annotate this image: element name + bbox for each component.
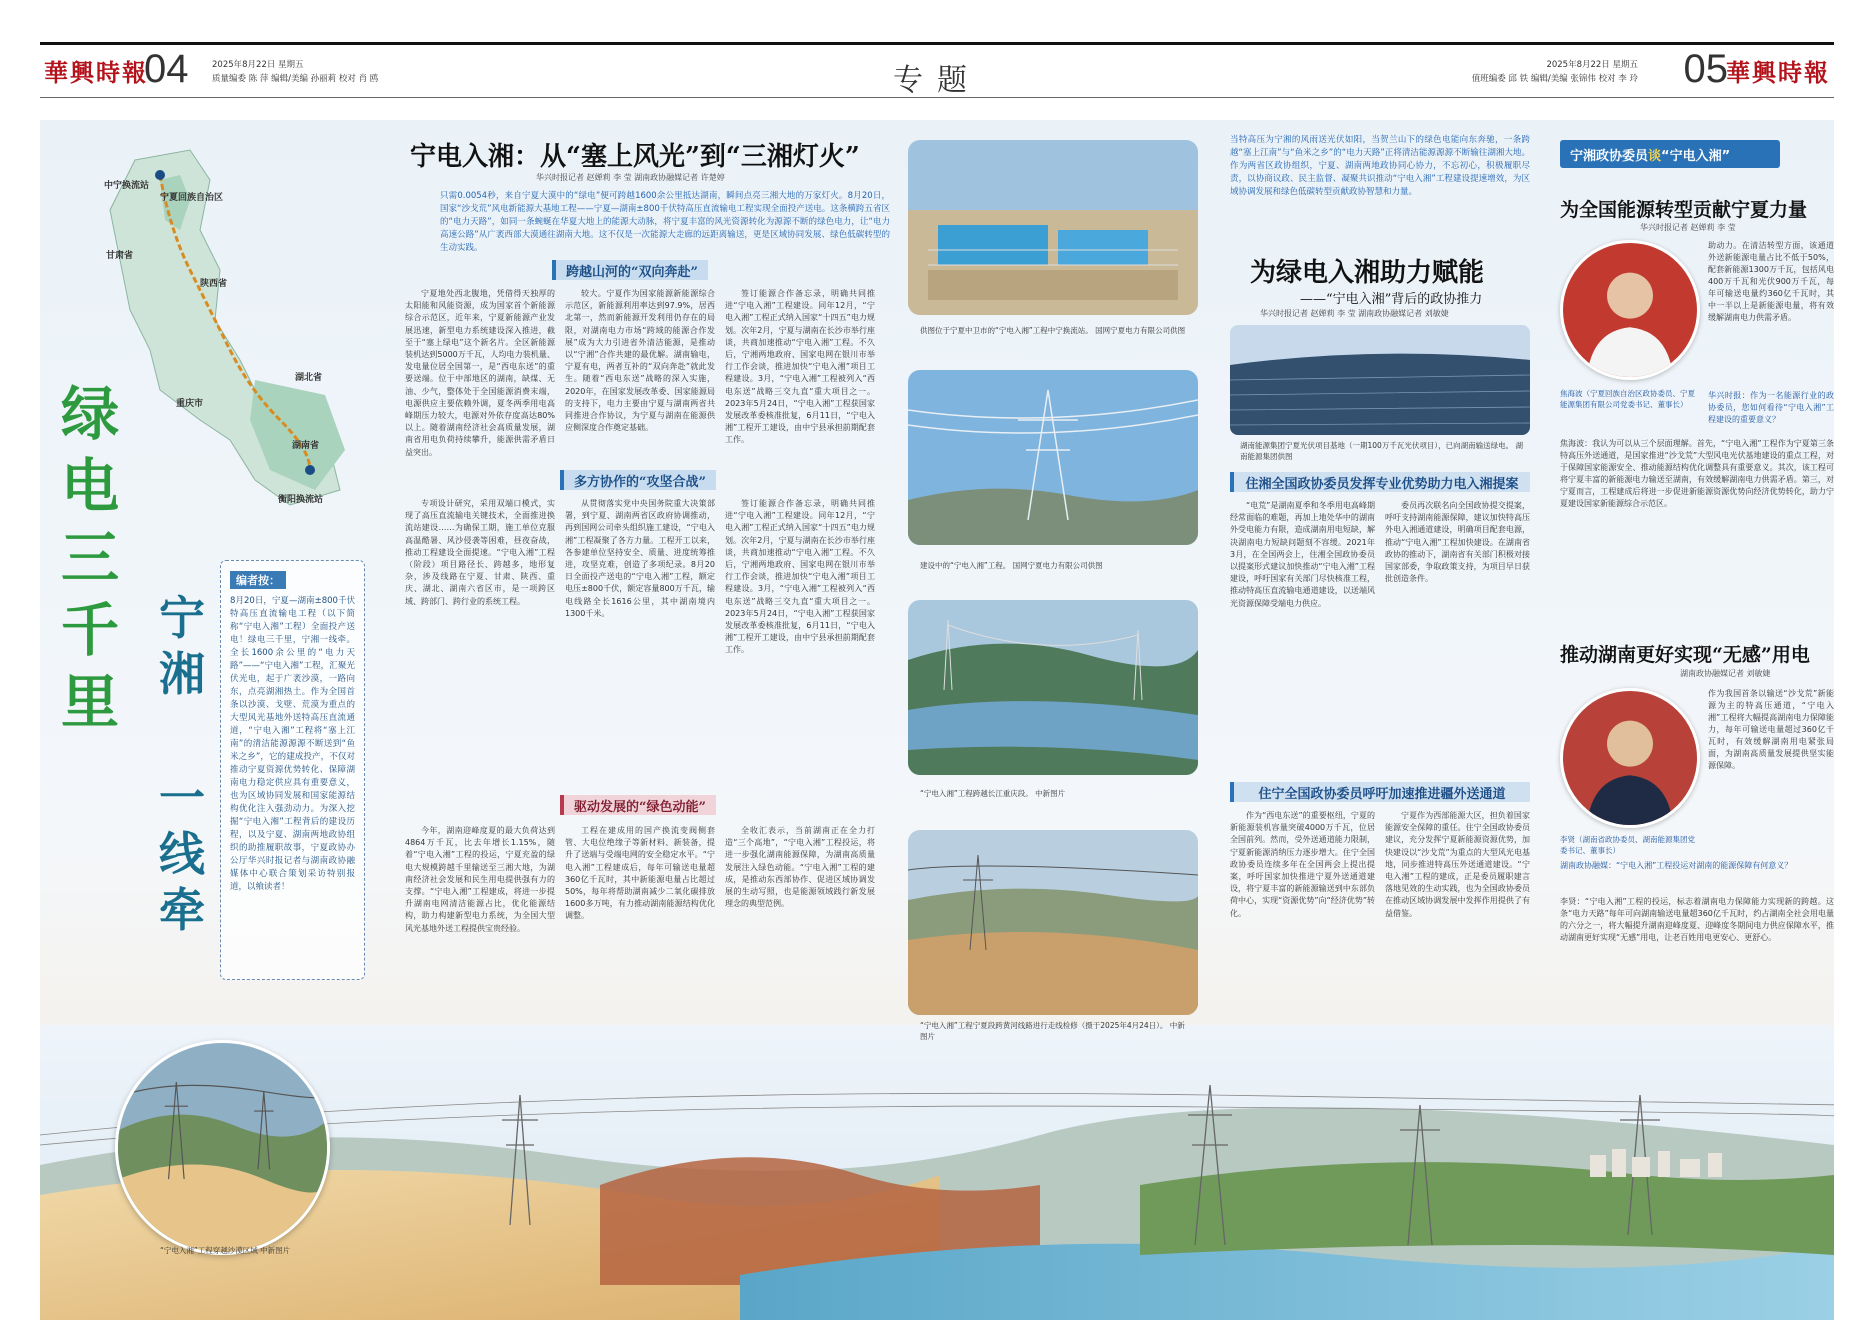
article3b-question [1560,860,1834,900]
article1-column-3-text: 签订能源合作备忘录，明确共同推进“宁电入湘”工程建设。同年12月，“宁电入湘”工程正式纳入国家“十四五”电力规划。次年2月，宁夏与湖南在长沙市举行座谈，共商加速推动“宁电入湘”工程。不久后，宁湘两地政府、国家电网在银川市举行工作会谈，推进加快“宁电入湘”项目工程建设。3月，“宁电入湘”工程被列入“西电东送”战略三交九直“重大项目之一。2023年5月24日，“宁电入湘”工程获国家发展改革委核准批复，6月11日，“宁电入湘”工程开工建设，由中宁县承担前期配套工作。 [725,289,875,445]
slogan-side-2 [152,770,212,938]
slogan-char: 牵 [159,883,205,937]
map-label-hengyang: 衡阳换流站 [278,495,324,505]
slogan-char: 绿 [60,380,119,448]
map-label-ningxia: 宁夏回族自治区 [160,193,224,203]
jiao-haibo-caption: 焦海波（宁夏回族自治区政协委员、宁夏能源集团有限公司党委书记、董事长） [1560,389,1695,409]
article2-column-2-text: 委员再次联名向全国政协提交提案，呼吁支持湖南能源保障，建议加快特高压外电入湘通道建设，明确项目配套电源，推动“宁电入湘”工程加快建设。在湖南省政协的推动下，湖南省有关部门积极对接国家部委，争取政策支持，为项目早日获批创造条件。 [1385,501,1530,584]
interview-kicker [1560,140,1780,168]
map-label-hunan: 湖南省 [292,441,320,451]
li-xian-caption: 李贤（湖南省政协委员、湖南能源集团党委书记、董事长） [1560,835,1695,855]
photo5-caption: 湖南能源集团宁夏光伏项目基地（一期100万千瓦光伏项目），已向湖南输送绿电。 湖南能源集团供图 [1240,441,1523,461]
slogan-side-1 [152,590,212,702]
article1-column-7-text: 工程在建成用的国产换流变阀侧套管、大电位绝缘子等新材料、新装备，提升了送端与受端电网的安全稳定水平。“宁电入湘”工程建成后，每年可输送电量超360亿千瓦时，其中新能源电量占比超过50%，每年将帮助湖南减少二氧化碳排放1600多万吨，有力推动湖南能源结构优化调整。 [565,826,715,921]
article2-column-1-text: “电荒”是湖南夏季和冬季用电高峰期经常面临的难题，再加上地处华中的湖南外受电能力有限，造成湖南用电短缺，解决湖南电力短缺问题刻不容缓。2021年3月，在全国两会上，住湘全国政协委员以提案形式建议加快推动“宁电入湘”工程建设，呼吁国家有关部门尽快核准工程，推动特高压直流输电通道建设，以送端风光资源保障受端电力供应。 [1230,501,1375,608]
article1-column-8 [725,825,875,1020]
article3-question-1-text: 华兴时报：作为一名能源行业的政协委员，您如何看待“宁电入湘”工程建设的重要意义？ [1708,391,1834,424]
article3b-answer [1560,896,1834,1020]
article3-answer-1-text: 焦海波：我认为可以从三个层面理解。首先，“宁电入湘”工程作为宁夏第三条特高压外送通道，是国家推进“沙戈荒”大型风电光伏基地建设的重点工程，对于保障国家能源安全、推动能源结构优化调整具有重要意义。其次，该工程可将宁夏丰富的新能源电力输送至湖南，有效缓解湖南电力供需矛盾。第三，对宁夏而言，工程建成后将进一步促进新能源资源优势向经济优势转化，助力宁夏建设国家新能源综合示范区。 [1560,439,1834,508]
desert-line-circle-photo [115,1040,330,1255]
article2-subhead-2: 住宁全国政协委员呼吁加速推进疆外送通道 [1230,782,1530,802]
article3b-question-text: 湖南政协融媒：“宁电入湘”工程投运对湖南的能源保障有何意义？ [1560,861,1793,870]
yangtze-crossing-image [908,600,1198,775]
article1-subhead-3: 驱动发展的“绿色动能” [560,795,716,815]
kicker-text-c: “宁电入湘” [1661,149,1731,164]
article1-subhead-2: 多方协作的“攻坚合战” [560,470,716,490]
article2-column-3 [1230,810,1375,1020]
article1-column-6 [405,825,555,1020]
map-label-shaanxi: 陕西省 [200,279,228,289]
right-date: 2025年8月22日 星期五 [1546,60,1638,70]
article1-subhead-1: 跨越山河的“双向奔赴” [552,260,708,280]
li-xian-portrait [1560,688,1700,828]
article1-column-4-text: 专项设计研究，采用双端口模式，实现了高压直流输电关键技术，全面推进换流站建设……为确保工期，施工单位克服高温酷暑、风沙侵袭等困难，昼夜奋战，推动工程建设全面提速。“宁电入湘”工程（阶段）项目路径长、跨越多，地形复杂，涉及线路在宁夏、甘肃、陕西、重庆、湖北、湖南六省区市，是一项跨区域、跨部门、跨行业的系统工程。 [405,499,555,606]
yellow-river-image [908,830,1198,1015]
yangtze-crossing-photo [908,600,1198,775]
article3b-byline: 湖南政协融媒记者 刘敏婕 [1680,669,1771,678]
article3-title: 为全国能源转型贡献宁夏力量 [1560,199,1808,221]
map-label-chongqing: 重庆市 [176,399,204,409]
article2-subhead-1: 住湘全国政协委员发挥专业优势助力电入湘提案 [1230,472,1530,492]
article3b-intro: 作为我国首条以输送“沙戈荒”新能源为主的特高压通道，“宁电入湘”工程将大幅提高湖南电力保障能力，每年可输送电量超过360亿千瓦时，有效缓解湖南用电紧张局面，为湖南高质量发展提供坚实能源保障。 [1708,689,1834,770]
slogan-char: 千 [60,596,119,664]
map-label-hubei: 湖北省 [295,373,323,383]
article1-column-8-text: 全收汇表示，当前湖南正在全力打造“三个高地”，“宁电入湘”工程投运，将进一步强化湖南能源保障，为湖南高质量发展注入绿色动能。“宁电入湘”工程的建成，是推动东西部协作、促进区域协调发展的生动写照，也是能源领域践行新发展理念的典型范例。 [725,826,875,909]
article1-byline: 华兴时报记者 赵婵莉 李 莹 湖南政协融媒记者 许楚婷 [536,173,725,182]
converter-station-photo [908,140,1198,315]
article1-column-6-text: 今年，湖南迎峰度夏的最大负荷达到4864万千瓦，比去年增长1.15%，随着“宁电入湘”工程的投运，宁夏充盈的绿电大规模跨越千里输送至三湘大地，为湖南经济社会发展和民生用电提供强有力的支撑。“宁电入湘”工程建成，将进一步提升湖南电网清洁能源占比，优化能源结构，助力构建新型电力系统，为全国大型风光基地外送工程提供宝贵经验。 [405,826,555,933]
article1-column-7 [565,825,715,1020]
feature-spread [40,120,1834,1320]
section-title: 专题 [893,63,981,98]
page-number-left: 04 [144,47,189,91]
yellow-river-photo [908,830,1198,1015]
slogan-char: 电 [60,452,119,520]
kicker-text-a: 宁湘政协委员 [1570,149,1649,164]
tower-construction-photo [908,370,1198,545]
article3b-answer-text: 李贤：“宁电入湘”工程的投运，标志着湖南电力保障能力实现新的跨越。这条“电力天路”每年可向湖南输送电量超360亿千瓦时，约占湖南全社会用电量的六分之一，将大幅提升湖南迎峰度夏、迎峰度冬期间电力供应保障水平，推动湖南更好实现“无感”用电，让老百姓用电更安心、更舒心。 [1560,897,1834,942]
article2-subtitle: ——“宁电入湘”背后的政协推力 [1300,292,1483,307]
article3-answer-1 [1560,438,1834,668]
slogan-main [50,378,130,738]
editor-note-tag: 编者按： [230,571,286,589]
slogan-char: 三 [60,524,119,592]
kicker-text-b: 谈 [1648,149,1662,164]
photo3-caption: “宁电入湘”工程跨越长江重庆段。 中新图片 [920,789,1066,798]
slogan-char: 一 [159,771,205,825]
article2-column-4 [1385,810,1530,1020]
article1-column-1-text: 宁夏地处西北腹地，凭借得天独厚的太阳能和风能资源，成为国家首个新能源综合示范区，近年来，宁夏新能源产业发展迅速，新型电力系统建设深入推进，截至于“塞上绿电”这个新名片。全区新能源装机达到5000万千瓦，人均电力装机量、发电量位居全国第一，是“西电东送”的重要送端。位于中部地区的湖南，缺煤、无油、少气，整体处于全国能源消费末端，电源供应主要依赖外调，夏冬两季用电高峰期压力较大，电源对外依存度高达80%以上。随着湖南经济社会高质量发展，湖南省用电负荷持续攀升，能源供需矛盾日益突出。 [405,289,555,457]
brand-logo-right: 華興時報 [1726,58,1830,87]
circle-photo-caption: “宁电入湘”工程穿越沙漠区域 中新图片 [160,1246,291,1255]
jiao-haibo-photo-image [1563,243,1697,377]
brand-logo-left: 華興時報 [44,58,148,87]
article1-column-5 [565,498,715,788]
slogan-char: 宁 [159,591,205,645]
left-date: 2025年8月22日 星期五 [212,60,304,70]
slogan-char: 线 [159,827,205,881]
article1-title: 宁电入湘：从“塞上风光”到“三湘灯火” [410,142,860,172]
right-staff: 值班编委 邱 铁 编辑/美编 张锦伟 校对 李 玲 [1471,74,1638,84]
solar-base-image [1230,325,1530,435]
article1-column-5-text: 从贯彻落实党中央国务院重大决策部署，到宁夏、湖南两省区政府协调推动，再到国网公司牵头组织施工建设，“宁电入湘”工程凝聚了各方力量。工程开工以来，各参建单位坚持安全、质量、进度统筹推进，攻坚克难，创造了多项纪录。8月20日全面投产送电的“宁电入湘”工程，额定电压±800千伏，额定容量800万千瓦，输电线路全长1616公里，其中湖南境内1300千米。 [565,499,715,618]
photo1-caption: 供图位于宁夏中卫市的“宁电入湘”工程中宁换流站。 国网宁夏电力有限公司供图 [920,326,1186,335]
article2-lead: 当特高压为宁湘的风雨送光伏如阳，当贺兰山下的绿色电能向东奔驰，一条跨越“塞上江南”与“鱼米之乡”的“电力天路”正将清洁能源源源不断输往湖湘大地。作为两省区政协组织，宁夏、湖南两地政协同心协力，不忘初心，积极履职尽责，以协商议政、民主监督、凝聚共识推动“宁电入湘”工程建设提速增效，为区域协调发展和绿色低碳转型贡献政协智慧和力量。 [1230,135,1530,197]
article1-lead: 只需0.0054秒，来自宁夏大漠中的“绿电”便可跨越1600余公里抵达湖南，瞬间点亮三湘大地的万家灯火。8月20日，国家“沙戈荒”风电新能源大基地工程——宁夏—湖南±800千伏特高压直流输电工程实现全面投产送电。这条横跨五省区的“电力天路”，如同一条蜿蜒在华夏大地上的能源大动脉，将宁夏丰富的风光资源转化为源源不断的绿色电力，让“电力高速公路”从广袤西部大漠通往湖南大地。这不仅是一次能源大走廊的远距离输送，更是区域协同发展、绿色低碳转型的生动实践。 [440,191,890,253]
article1-column-5b-text: 签订能源合作备忘录，明确共同推进“宁电入湘”工程建设。同年12月，“宁电入湘”工程正式纳入国家“十四五”电力规划。次年2月，宁夏与湖南在长沙市举行座谈，共商加速推动“宁电入湘”工程。不久后，宁湘两地政府、国家电网在银川市举行工作会谈，推进加快“宁电入湘”项目工程建设。3月，“宁电入湘”工程被列入“西电东送”战略三交九直“重大项目之一。2023年5月24日，“宁电入湘”工程获国家发展改革委核准批复，6月11日，“宁电入湘”工程开工建设，由中宁县承担前期配套工作。 [725,499,875,655]
article2-column-1 [1230,500,1375,780]
article2-title: 为绿电入湘助力赋能 [1250,258,1485,288]
left-staff: 质量编委 陈 萍 编辑/美编 孙丽莉 校对 肖 鸥 [212,74,379,84]
li-xian-photo-image [1563,691,1697,825]
slogan-char: 湘 [159,647,205,701]
article2-column-4-text: 宁夏作为西部能源大区，担负着国家能源安全保障的重任。住宁全国政协委员建议，充分发挥宁夏新能源资源优势，加快建设以“沙戈荒”为重点的大型风光电基地，同步推进特高压外送通道建设。“宁电入湘”工程的建成，正是委员履职建言落地见效的生动实践，也为全国政协委员在推动区域协调发展中发挥作用提供了有益借鉴。 [1385,811,1530,918]
article2-byline: 华兴时报记者 赵婵莉 李 莹 湖南政协融媒记者 刘敏婕 [1260,309,1449,318]
page-number-right: 05 [1683,47,1728,91]
article1-column-2-text: 较大。宁夏作为国家能源新能源综合示范区，新能源利用率达到97.9%，居西北第一，然而新能源开发利用仍存在的局限，对湖南电力市场“跨域的能源合作发展”成为大力引进省外清洁能源，是推动以“宁湘”合作共建的最优解。湖南输电，宁夏有电，两者互补的“双向奔赴”就此发生。随着“西电东送”战略的深入实施，2020年，在国家发展改革委、国家能源局的支持下，电力主要由宁夏与湖南两省共同推进合作协议，为宁夏与湖南在能源供应侧深度合作奠定基础。 [565,289,715,433]
article2-column-3-text: 作为“西电东送”的重要枢纽，宁夏的新能源装机容量突破4000万千瓦，位居全国前列。然而，受外送通道能力限制，宁夏新能源消纳压力逐步增大。住宁全国政协委员连续多年在全国两会上提出提案，呼吁国家加快推进宁夏外送通道建设，将宁夏丰富的新能源输送到中东部负荷中心，实现“资源优势”向“经济优势”转化。 [1230,811,1375,918]
editor-note-text: 8月20日，宁夏—湖南±800千伏特高压直流输电工程（以下简称“宁电入湘”工程）全面投产送电！绿电三千里，宁湘一线牵。全长1600余公里的“电力天路”——“宁电入湘”工程，汇聚光伏光电，起于广袤沙漠，一路向东，点亮湖湘热土。作为全国首条以沙漠、戈壁、荒漠为重点的大型风光基地外送特高压直流通道，“宁电入湘”工程将“塞上江南”的清洁能源源源不断送到“鱼米之乡”，它的建成投产，不仅对推动宁夏资源优势转化、保障湖南电力稳定供应具有重要意义，也为区域协同发展和国家能源结构优化注入强劲动力。为深入挖掘“宁电入湘”工程背后的建设历程，以及宁夏、湖南两地政协组织的助推履职故事，宁夏政协办公厅华兴时报记者与湖南政协融媒体中心联合策划采访特别报道，以飨读者！ [230,596,355,892]
photo4-caption: “宁电入湘”工程宁夏段跨黄河线路进行走线检修（摄于2025年4月24日）。 中新图片 [920,1021,1185,1041]
masthead [40,42,1834,98]
tower-construction-image [908,370,1198,545]
article1-column-5b [725,498,875,788]
slogan-char: 里 [60,668,119,736]
article2-column-2 [1385,500,1530,780]
article3-intro: 助动力。在清洁转型方面，该通道外送新能源电量占比不低于50%，配套新能源1300万千瓦，包括风电400万千瓦和光伏900万千瓦，每年可输送电量约360亿千瓦时，其中一半以上是新能源电量，将有效缓解湖南电力供需矛盾。 [1708,241,1834,322]
solar-base-photo [1230,325,1530,435]
map-label-gansu: 甘肃省 [106,251,134,261]
desert-photo-image [118,1043,327,1252]
converter-station-image [908,140,1198,315]
jiao-haibo-portrait [1560,240,1700,380]
map-label-zhongning: 中宁换流站 [104,181,150,191]
article3b-title: 推动湖南更好实现“无感”用电 [1560,644,1810,666]
article3-byline: 华兴时报记者 赵婵莉 李 莹 [1640,223,1736,232]
article1-column-4 [405,498,555,788]
editor-note-box [220,560,365,980]
photo2-caption: 建设中的“宁电入湘”工程。 国网宁夏电力有限公司供图 [920,561,1103,570]
